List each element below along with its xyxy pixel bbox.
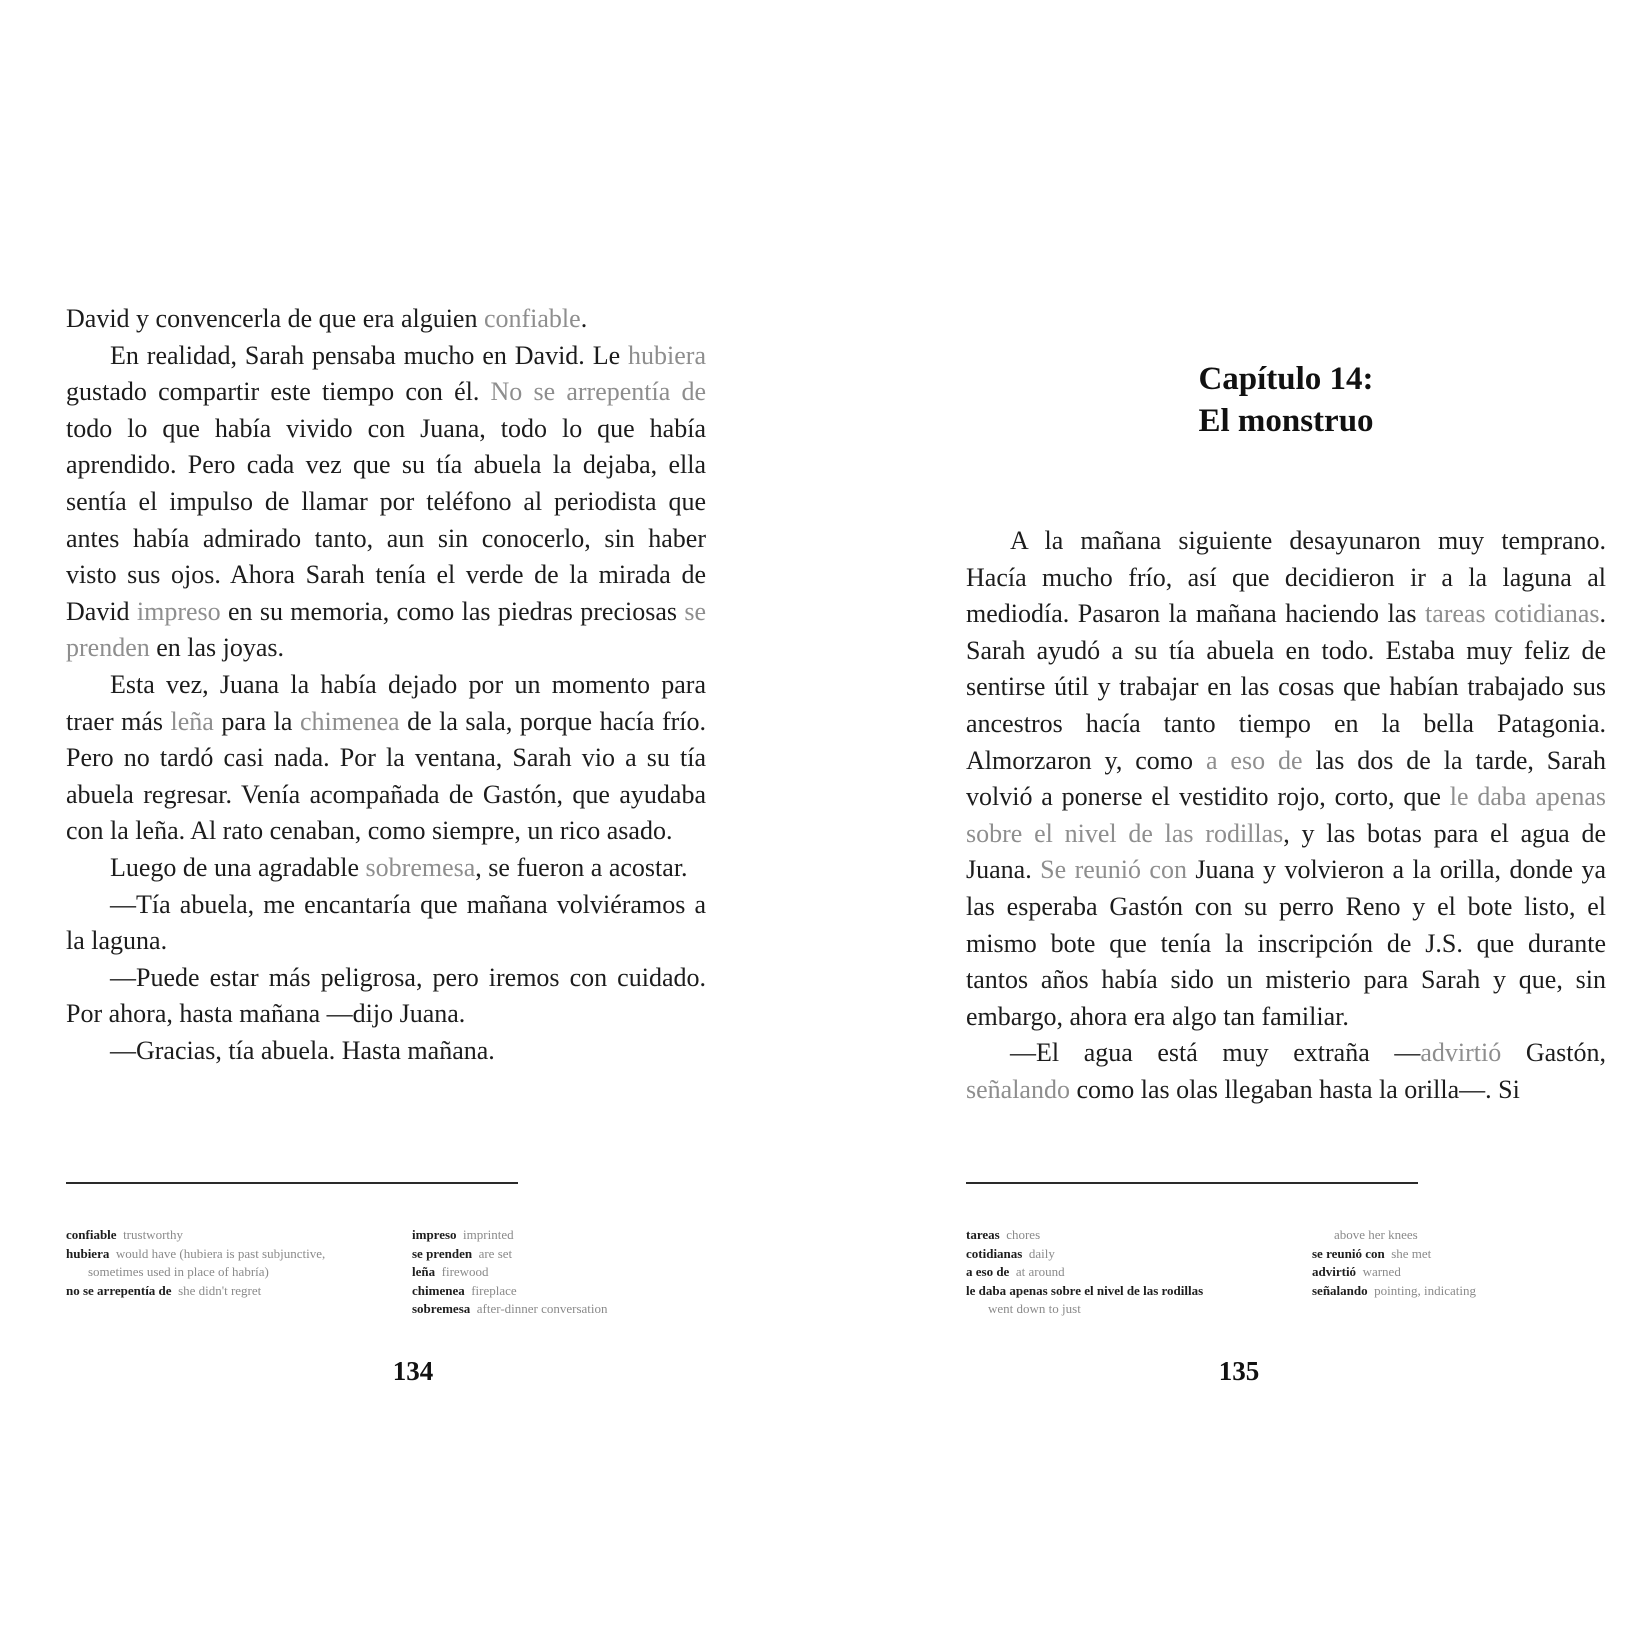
paragraph xyxy=(966,523,1606,1035)
left-footnotes-col1 xyxy=(66,1226,328,1300)
glossed-term: advirtió xyxy=(1420,1038,1502,1068)
footnote-term: se prenden xyxy=(412,1245,473,1261)
footnote-entry xyxy=(966,1263,1228,1282)
right-body-text xyxy=(966,523,1606,1109)
text-run: en las joyas. xyxy=(149,633,285,663)
footnote-term: impreso xyxy=(412,1227,457,1242)
footnote-definition: she didn't regret xyxy=(178,1282,262,1298)
footnote-entry xyxy=(412,1300,674,1319)
footnote-entry xyxy=(1312,1282,1574,1301)
footnote-entry xyxy=(66,1226,328,1245)
page-number-left: 134 xyxy=(392,1356,434,1386)
text-run: , y las botas para el agua de Juana. xyxy=(966,818,1606,885)
footnote-definition: trustworthy xyxy=(123,1227,184,1242)
text-run: Gastón, xyxy=(1501,1038,1606,1068)
footnote-term: no se arrepentía de xyxy=(66,1282,172,1298)
text-run: —Puede estar más peligrosa, pero iremos con cuidado. Por ahora, hasta mañana —dijo Juana. xyxy=(66,962,706,1029)
footnote-term: hubiera xyxy=(66,1245,110,1261)
text-run: Esta vez, Juana la había dejado por un momento para traer más xyxy=(66,669,706,736)
footnote-definition: at around xyxy=(1015,1264,1065,1279)
right-footnotes-col1 xyxy=(966,1226,1228,1319)
left-footnotes-col2 xyxy=(412,1226,674,1319)
paragraph xyxy=(66,301,706,338)
footnote-definition: firewood xyxy=(441,1264,489,1279)
text-run: para la xyxy=(213,706,300,736)
text-run: David y convencerla de que era alguien xyxy=(66,304,484,333)
footnote-entry xyxy=(966,1226,1228,1245)
glossed-term: leña xyxy=(170,706,214,736)
footnote-divider xyxy=(66,1182,518,1184)
glossed-term: tareas cotidianas xyxy=(1424,599,1600,629)
text-run: A la mañana siguiente desayunaron muy temprano. Hacía mucho frío, así que decidieron ir a la laguna al mediodía. Pasaron la mañana haciendo las xyxy=(966,526,1606,629)
text-run: gustado compartir este tiempo con él. xyxy=(66,377,491,407)
footnote-definition: above her knees xyxy=(1334,1227,1418,1242)
footnote-definition: pointing, indicating xyxy=(1374,1282,1476,1298)
footnote-entry xyxy=(66,1282,328,1301)
text-run: . xyxy=(580,304,588,333)
footnote-definition: imprinted xyxy=(463,1227,514,1242)
chapter-number: Capítulo 14: xyxy=(1198,361,1374,397)
text-run: . Sarah ayudó a su tía abuela en todo. Estaba muy feliz de sentirse útil y trabajar en las cosas que habían trabajado sus ancestros hacía tanto tiempo en la bella Patagonia. Almorzaron y, como xyxy=(966,599,1607,775)
text-run: Luego de una agradable xyxy=(110,852,366,882)
glossed-term: sobremesa xyxy=(365,852,476,882)
paragraph xyxy=(66,1033,706,1070)
footnote-term: se reunió con xyxy=(1312,1245,1385,1261)
footnote-definition: are set xyxy=(478,1245,513,1261)
paragraph xyxy=(66,887,706,960)
glossed-term: impreso xyxy=(136,596,221,626)
footnote-entry xyxy=(1312,1226,1574,1245)
footnote-entry xyxy=(1312,1245,1574,1264)
footnote-term: tareas xyxy=(966,1227,1000,1242)
footnote-entry xyxy=(412,1263,674,1282)
right-page xyxy=(826,0,1652,1652)
footnote-definition: warned xyxy=(1362,1264,1401,1279)
glossed-term: señalando xyxy=(966,1074,1070,1104)
right-footnotes-col2 xyxy=(1312,1226,1574,1300)
footnote-entry xyxy=(412,1282,674,1301)
paragraph xyxy=(66,850,706,887)
footnote-entry xyxy=(412,1245,674,1264)
footnote-term: confiable xyxy=(66,1227,117,1242)
footnote-entry xyxy=(966,1282,1228,1319)
glossed-term: No se arrepentía de xyxy=(490,377,706,407)
footnote-definition: would have (hubiera is past subjunctive, sometimes used in place of habría) xyxy=(88,1245,326,1279)
footnote-entry xyxy=(1312,1263,1574,1282)
paragraph xyxy=(66,960,706,1033)
text-run: —Gracias, tía abuela. Hasta mañana. xyxy=(110,1035,495,1065)
glossed-term: se prenden xyxy=(66,596,706,663)
footnote-term: le daba apenas sobre el nivel de las rodillas xyxy=(966,1282,1204,1298)
footnote-divider xyxy=(966,1182,1418,1184)
footnote-entry xyxy=(412,1226,674,1245)
footnote-entry xyxy=(66,1245,328,1282)
text-run: de la sala, porque hacía frío. Pero no tardó casi nada. Por la ventana, Sarah vio a su tía abuela regresar. Venía acompañada de Gastón, que ayudaba con la leña. Al rato cenaban, como siempre, un rico asado. xyxy=(66,706,706,846)
footnote-definition: went down to just xyxy=(988,1301,1081,1316)
chapter-name: El monstruo xyxy=(1198,403,1374,439)
footnote-term: advirtió xyxy=(1312,1264,1357,1279)
glossed-term: le daba apenas sobre el nivel de las rodillas xyxy=(966,782,1606,848)
footnote-definition: she met xyxy=(1391,1245,1432,1261)
paragraph xyxy=(66,338,706,667)
text-run: , se fueron a acostar. xyxy=(475,852,688,882)
text-run: —El agua está muy extraña — xyxy=(1010,1038,1421,1068)
footnote-term: a eso de xyxy=(966,1264,1010,1279)
text-run: todo lo que había vivido con Juana, todo lo que había aprendido. Pero cada vez que su tía abuela la dejaba, ella sentía el impulso de llamar por teléfono al periodista que antes había admirado tanto, aun sin conocerlo, sin haber visto sus ojos. Ahora Sarah tenía el verde de la mirada de David xyxy=(66,413,706,626)
glossed-term: chimenea xyxy=(299,706,400,736)
paragraph xyxy=(966,1035,1606,1108)
page-number-right: 135 xyxy=(1218,1356,1260,1386)
footnote-term: cotidianas xyxy=(966,1245,1023,1261)
footnote-definition: daily xyxy=(1028,1245,1055,1261)
footnote-entry xyxy=(966,1245,1228,1264)
paragraph xyxy=(66,667,706,850)
footnote-term: sobremesa xyxy=(412,1301,471,1316)
text-run: Juana y volvieron a la orilla, donde ya las esperaba Gastón con su perro Reno y el bote listo, el mismo bote que tenía la inscripción de J.S. que durante tantos años había sido un misterio para Sarah y que, sin embargo, ahora era algo tan familiar. xyxy=(966,855,1606,1031)
text-run: como las olas llegaban hasta la orilla—. Si xyxy=(1069,1074,1520,1104)
text-run: en su memoria, como las piedras preciosas xyxy=(220,596,685,626)
footnote-definition: chores xyxy=(1006,1227,1041,1242)
footnote-term: leña xyxy=(412,1264,436,1279)
footnote-term: chimenea xyxy=(412,1282,465,1298)
text-run: —Tía abuela, me encantaría que mañana volviéramos a la laguna. xyxy=(66,889,706,956)
text-run: las dos de la tarde, Sarah volvió a ponerse el vestidito rojo, corto, que xyxy=(966,745,1606,812)
left-body-text xyxy=(66,301,706,1069)
glossed-term: hubiera xyxy=(628,340,706,370)
glossed-term: a eso de xyxy=(1205,745,1303,775)
glossed-term: confiable xyxy=(483,304,581,333)
chapter-title xyxy=(966,358,1606,442)
footnote-term: señalando xyxy=(1312,1282,1368,1298)
footnote-definition: after-dinner conversation xyxy=(476,1301,608,1316)
footnote-definition: fireplace xyxy=(471,1282,517,1298)
text-run: En realidad, Sarah pensaba mucho en David. Le xyxy=(110,340,629,370)
glossed-term: Se reunió con xyxy=(1040,855,1187,885)
